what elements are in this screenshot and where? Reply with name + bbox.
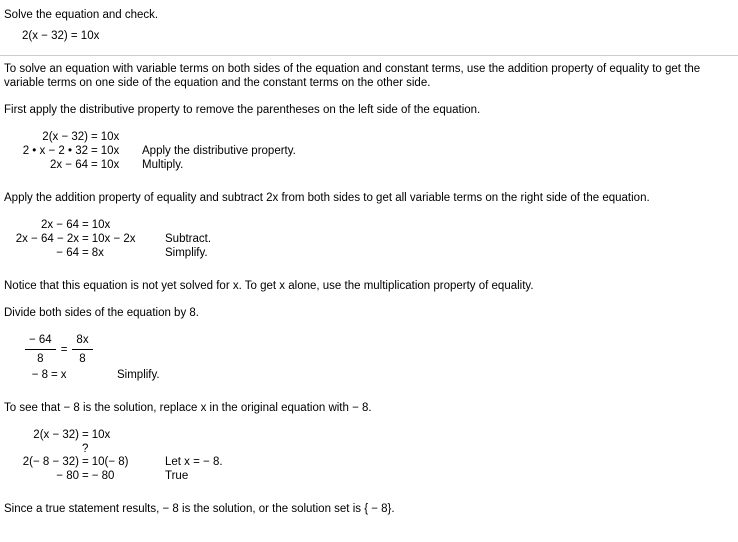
- check-instruction: To see that − 8 is the solution, replace x in the original equation with − 8.: [4, 402, 372, 414]
- step-annotation: Simplify.: [165, 247, 208, 259]
- given-equation: 2(x − 32) = 10x: [22, 30, 100, 42]
- check-equations: [4, 428, 734, 483]
- equation-row: [4, 232, 734, 246]
- equation-lhs: 2x − 64: [49, 159, 88, 171]
- equation-row: [4, 469, 734, 483]
- equation-row: [4, 158, 734, 172]
- equation-lhs: 2(x − 32): [33, 429, 79, 441]
- equation-rhs: 10x: [100, 145, 120, 157]
- equation-rhs: − 80: [91, 470, 115, 482]
- equals-sign: =: [82, 470, 89, 482]
- question-mark-row: [4, 442, 734, 455]
- fraction-denominator: 8: [37, 353, 44, 365]
- equation-lhs: 2(− 8 − 32): [22, 456, 79, 468]
- equals-sign: =: [82, 247, 89, 259]
- equation-row: [4, 246, 734, 260]
- equation-row: [4, 368, 734, 382]
- equation-row: [4, 144, 734, 158]
- equation-row: [4, 130, 734, 144]
- equation-lhs: 2 • x − 2 • 32: [22, 145, 88, 157]
- fraction-equation: [25, 333, 734, 366]
- equation-lhs: − 64: [56, 247, 79, 259]
- equals-sign: =: [82, 233, 89, 245]
- equation-rhs: 10(− 8): [91, 456, 129, 468]
- step2-equations: [4, 218, 734, 260]
- step2-instruction: Apply the addition property of equality and subtract 2x from both sides to get all variable terms on the right side of the equation.: [4, 192, 650, 204]
- equation-rhs: 10x − 2x: [91, 233, 136, 245]
- step-annotation: Let x = − 8.: [165, 456, 223, 468]
- step1-instruction: First apply the distributive property to remove the parentheses on the left side of the equation.: [4, 104, 481, 116]
- equals-sign: =: [91, 131, 98, 143]
- page-title: Solve the equation and check.: [4, 9, 159, 21]
- step-annotation: True: [165, 470, 189, 482]
- step-annotation: Multiply.: [142, 159, 184, 171]
- equals-sign: =: [60, 343, 68, 356]
- multiplication-property-note: Notice that this equation is not yet solved for x. To get x alone, use the multiplication property of equality.: [4, 280, 534, 292]
- equation-rhs: 10x: [100, 159, 120, 171]
- header-divider: [0, 55, 738, 56]
- intro-paragraph: To solve an equation with variable terms on both sides of the equation and constant terms, use the addition property of equality to get the variable terms on one side of the equation and the constant terms on the other side.: [4, 63, 701, 89]
- equation-rhs: 10x: [91, 219, 111, 231]
- equation-row: [4, 218, 734, 232]
- equals-sign: =: [82, 456, 89, 468]
- equation-row: [4, 428, 734, 442]
- equation-lhs: − 80: [56, 470, 79, 482]
- equals-sign: =: [91, 145, 98, 157]
- fraction-denominator: 8: [79, 353, 86, 365]
- step-annotation: Subtract.: [165, 233, 212, 245]
- step3-instruction: Divide both sides of the equation by 8.: [4, 307, 199, 319]
- step-annotation: Simplify.: [117, 369, 160, 381]
- equation-lhs: − 8: [31, 369, 48, 381]
- fraction-left: [25, 333, 56, 366]
- equation-lhs: 2(x − 32): [42, 131, 88, 143]
- equation-rhs: 10x: [91, 429, 111, 441]
- fraction-right: [72, 333, 92, 366]
- step-annotation: Apply the distributive property.: [142, 145, 296, 157]
- fraction-numerator: − 64: [25, 333, 56, 350]
- equation-lhs: 2x − 64: [40, 219, 79, 231]
- equation-lhs: 2x − 64 − 2x: [15, 233, 79, 245]
- question-mark: ?: [82, 443, 89, 455]
- equals-sign: =: [51, 369, 58, 381]
- step1-equations: [4, 130, 734, 172]
- equals-sign: =: [91, 159, 98, 171]
- equals-sign: =: [82, 429, 89, 441]
- step3-equations: [4, 333, 734, 382]
- equals-sign: =: [82, 219, 89, 231]
- equation-row: [4, 455, 734, 469]
- equation-rhs: 10x: [100, 131, 120, 143]
- equation-rhs: 8x: [91, 247, 104, 259]
- conclusion-text: Since a true statement results, − 8 is the solution, or the solution set is { − 8}.: [4, 503, 395, 515]
- equation-rhs: x: [60, 369, 67, 381]
- fraction-numerator: 8x: [72, 333, 92, 350]
